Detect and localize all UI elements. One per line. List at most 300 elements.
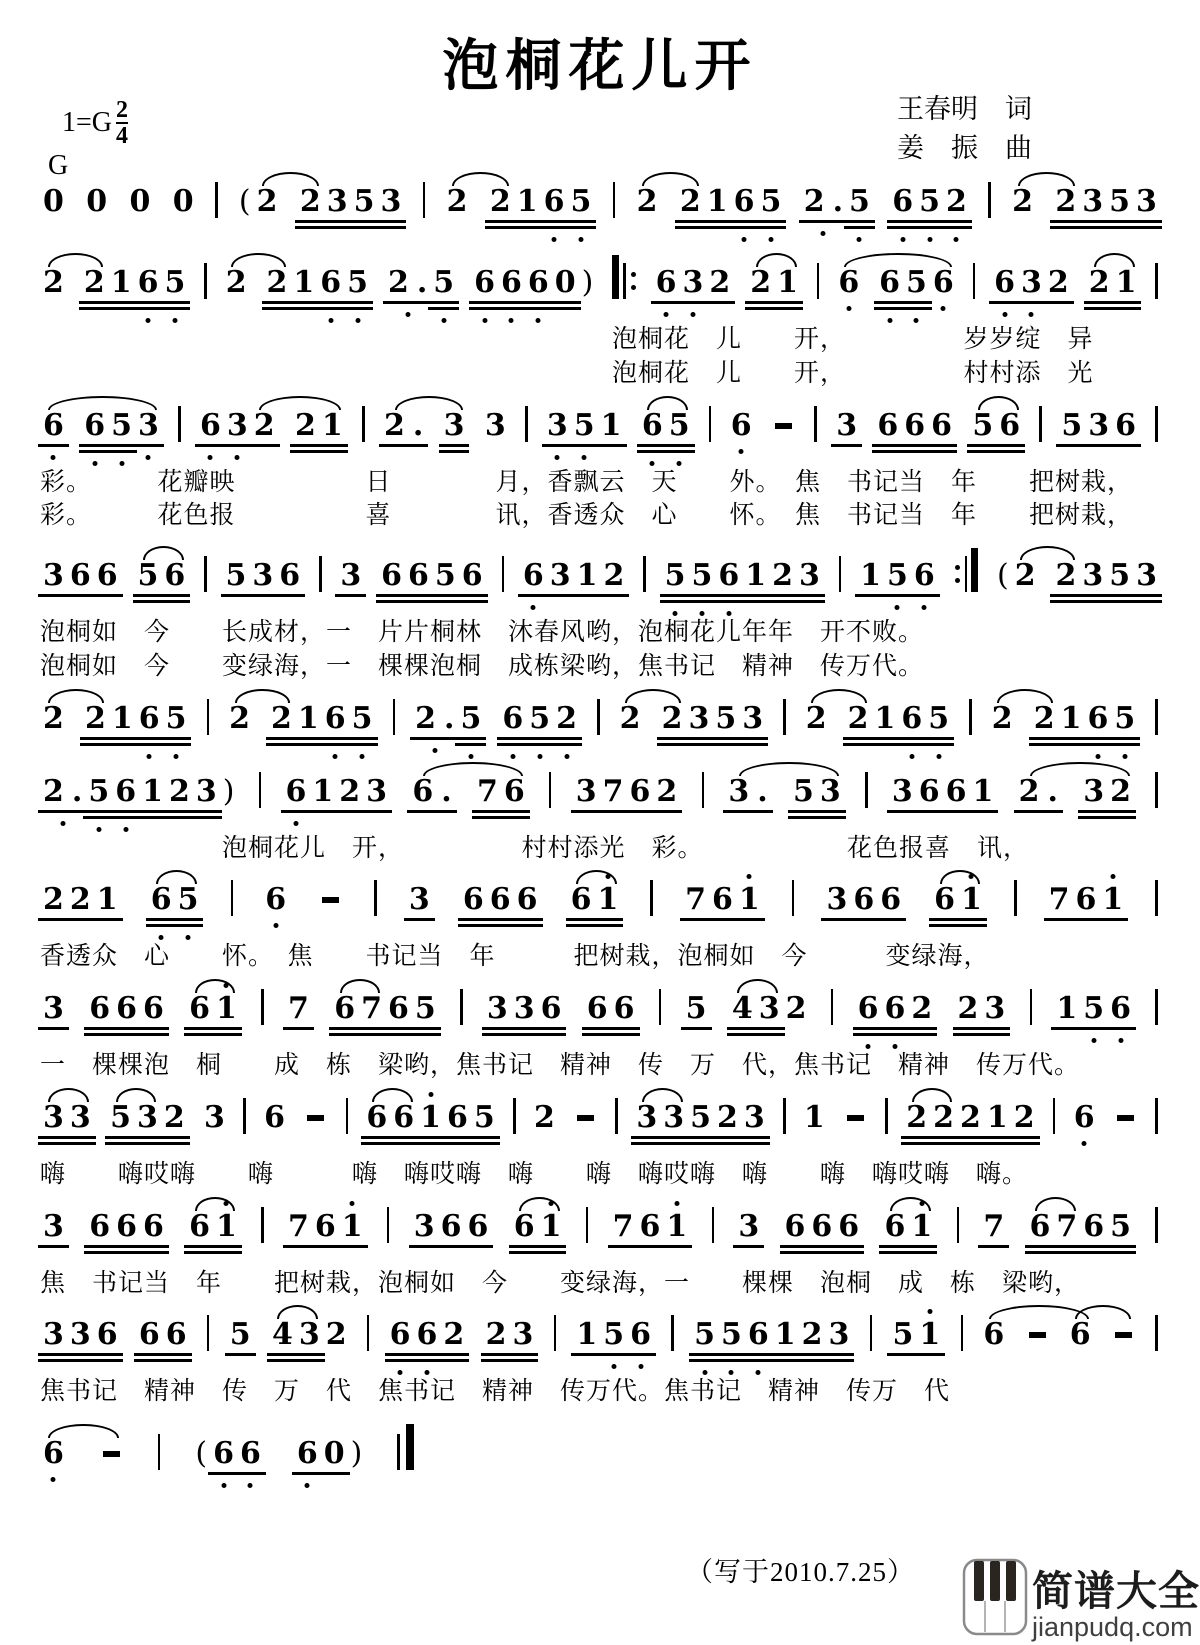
augmentation-dot: . [441,773,452,809]
note-group [201,1101,228,1156]
note-group [1052,559,1160,614]
note-group [268,702,376,757]
note: 6 [162,559,187,592]
note-group [40,775,237,830]
note-group [1052,185,1160,240]
note: 2 [162,1101,187,1134]
note: 5 [1059,409,1084,442]
note: 3 [890,775,915,808]
note-group [889,775,997,830]
barline [204,556,207,592]
note: 3 [1134,185,1159,218]
note-group [691,1318,852,1373]
notes-line [40,548,1160,614]
low-octave-dot [305,1483,310,1488]
note: 2 [265,266,290,299]
note-group [803,702,830,757]
notes-line [40,1424,1160,1492]
note-group [40,1318,121,1373]
note: 3 [135,1101,160,1134]
note: 2 [533,1099,555,1135]
note: 6 [284,775,309,808]
low-octave-dot [273,923,278,928]
barline [207,1315,210,1351]
low-octave-dot [405,312,410,317]
note: 6 [944,775,969,808]
note-group [186,1210,240,1265]
note-group [487,185,595,240]
note: 1 [320,409,345,442]
barline [215,182,218,218]
note-group [835,266,862,321]
note: 1 [1100,883,1125,916]
note: 5 [568,185,593,218]
note: 5 [345,266,370,299]
note: 5 [228,1318,253,1351]
note: 2 [748,266,773,299]
note-dash [847,1115,864,1121]
note-group [223,559,304,614]
note: 2 [904,1101,929,1134]
note-group [236,185,281,240]
high-octave-dot [605,874,610,879]
note: 1 [539,1210,564,1243]
barline [393,699,396,735]
note-dash [103,1451,120,1457]
note: 2 [654,775,679,808]
note: 3 [68,1101,93,1134]
barline [623,263,626,299]
score-system [40,255,1160,391]
notes-line [40,989,1160,1047]
low-octave-dot [398,1370,403,1375]
note-group [782,1210,863,1265]
note-group [955,992,1009,1047]
note: 2 [167,775,192,808]
note: 6 [388,1318,413,1351]
note: 6 [856,992,881,1025]
note: 3 [378,185,403,218]
note: 2 [909,992,934,1025]
note: 1 [596,883,621,916]
low-octave-dot [159,935,164,940]
note-group [499,702,580,757]
note-group [40,185,67,240]
written-date: （写于2010.7.25） [686,1557,915,1587]
note: 1 [95,883,120,916]
score-system [40,548,1160,684]
note: 3 [364,775,389,808]
note-group [227,1318,254,1373]
note: 3 [512,992,537,1025]
note: 3 [548,559,573,592]
note: 6 [113,775,138,808]
low-octave-dot [248,1483,253,1488]
score-system [40,880,1160,974]
barline [783,699,786,735]
note: 2 . [386,266,429,299]
note: 6 [1113,409,1138,442]
low-octave-dot [941,306,946,311]
note: 1 [909,1210,934,1243]
note-group [82,702,190,757]
piano-keys-icon [962,1558,1028,1641]
note: ( [997,558,1009,593]
note: 1 [574,1318,599,1351]
note-group [40,1101,94,1156]
note-group [747,266,801,321]
note-dash [577,1115,594,1121]
note: 3 [325,185,350,218]
note-group [40,1437,67,1492]
note-group [483,1318,537,1373]
note: 6 [114,1210,139,1243]
note-group [989,702,1016,757]
barline [831,989,834,1025]
low-octave-dot [328,318,333,323]
low-octave-dot [96,827,101,832]
note-dash [775,423,792,429]
note: 6 [391,1101,416,1134]
barline [586,1207,589,1243]
final-barline [395,1424,416,1492]
note: 6 [187,1210,212,1243]
note: 6 [137,1318,162,1351]
note: 1 [214,992,239,1025]
low-octave-dot [509,318,514,323]
note: 6 [460,559,485,592]
low-octave-dot [51,455,56,460]
barline [709,406,712,442]
note: 2 [800,1318,825,1351]
high-octave-dot [919,1201,924,1206]
note-group [441,409,468,464]
low-octave-dot [611,1364,616,1369]
high-octave-dot [969,874,974,879]
time-signature [116,98,128,148]
note: 6 [141,1210,166,1243]
note: 6 [1108,992,1133,1025]
note: 6 [809,1210,834,1243]
note: 1 [214,1210,239,1243]
note-group [511,1210,565,1265]
low-octave-dot [866,1044,871,1049]
note-group [980,1318,1007,1373]
low-octave-dot [1002,312,1007,317]
lyrics-row: 泡桐花儿 开， 村村添光 彩。 花色报喜 讯， [40,834,1030,862]
barline [261,989,264,1025]
note-group [81,409,162,464]
note: 6 [732,185,757,218]
note: 7 [1054,1210,1079,1243]
score-system [40,1315,1160,1409]
note-group [1046,883,1127,938]
note: 1 [291,266,316,299]
low-octave-dot [441,318,446,323]
note-group [735,1210,762,1265]
note: 5 [719,1318,744,1351]
high-octave-dot [1110,874,1115,879]
note: 6 [746,1318,771,1351]
augmentation-dot: . [71,773,83,809]
note: 6 [710,883,735,916]
note-group [262,883,289,938]
note-group [610,1210,691,1265]
note: 1 [418,1101,443,1134]
barline [792,880,795,916]
lyrics-row: 泡桐花 儿 开， 岁岁绽 异 [40,326,1094,353]
note-group [903,1101,1037,1156]
note-group [889,185,970,240]
note: 2 [805,700,827,736]
note: 5 [431,266,456,299]
note: 6 [890,185,915,218]
note: 6 [95,1318,120,1351]
note-group [337,559,364,614]
note: 3 . [726,775,769,808]
low-octave-dot [664,312,669,317]
note: 5 [970,409,995,442]
note: 6 [415,1318,440,1351]
note: 6 [932,883,957,916]
low-octave-dot [887,318,892,323]
score-system [40,182,1160,240]
note: 6 [439,1210,464,1243]
low-octave-dot [578,237,583,242]
note: 2 [41,883,66,916]
barline [613,182,616,218]
note: 3 [412,1210,437,1243]
note-group [378,559,486,614]
low-octave-dot [146,455,151,460]
note: 2 [619,700,641,736]
low-octave-dot [821,231,826,236]
lyrics-row: 泡桐花 儿 开， 村村添 光 [40,359,1094,387]
barline [243,1098,246,1134]
note-group [40,883,121,938]
note: 2 [225,265,247,300]
barline [961,1315,964,1351]
note: 5 [904,266,929,299]
header [40,14,1160,182]
note: 1 [310,775,335,808]
note-group [833,409,860,464]
notes-line [40,880,1160,938]
note-group [855,992,936,1047]
low-octave-dot [1091,1038,1096,1043]
note: 5 [601,1318,626,1351]
note-group [285,1210,366,1265]
note: 2 [554,702,579,735]
note: 4 [270,1318,295,1351]
note: 6 [875,409,900,442]
note-group [186,992,240,1047]
note-group [294,1437,365,1492]
note: 0 [172,184,194,219]
note-group [40,409,67,464]
note: 6 [211,1437,236,1470]
note-group [1016,775,1061,830]
note-group [969,409,1023,464]
barline [525,406,528,442]
note: 6 [512,1210,537,1243]
note: 2 [1014,558,1036,593]
low-octave-dot [555,455,560,460]
note: 2 [944,185,969,218]
note-group [285,992,312,1047]
note: 6 [1028,1210,1053,1243]
note: 2 [337,775,362,808]
note: 6 [836,266,861,299]
time-numerator: 2 [116,97,129,123]
barline [319,556,322,592]
note: 7 [683,883,708,916]
barline [423,182,426,218]
barline [1155,772,1158,808]
note-group [790,775,844,830]
note: 2 [678,185,703,218]
note: 6 [164,1318,189,1351]
barline [1014,880,1017,916]
low-octave-dot [174,754,179,759]
note-group [573,775,681,830]
note-group [544,409,625,464]
note: 6 [332,992,357,1025]
note: 6 [902,409,927,442]
note: 6 [585,992,610,1025]
note-group [931,883,985,938]
high-octave-dot [927,1309,932,1314]
note-group [136,1318,190,1373]
note: 3 [661,1101,686,1134]
note: 6 [542,185,567,218]
low-octave-dot [857,237,862,242]
note-group [1027,1210,1135,1265]
barline [362,406,365,442]
note: 2 . [802,185,845,218]
note: 3 [442,409,467,442]
note: 3 [484,407,506,443]
note-group [845,702,953,757]
low-octave-dot [650,461,655,466]
note: 5 [176,883,201,916]
barline [1155,699,1158,735]
barline [1155,406,1158,442]
note: 5 [108,1101,133,1134]
note: 5 [847,185,872,218]
note: 6 [612,992,637,1025]
song-title: 泡桐花儿开 [442,36,758,98]
note: 2 [636,184,658,219]
watermark-logo [962,1558,1200,1641]
note: ) [350,1436,363,1471]
note-group [86,992,167,1047]
low-octave-dot [123,827,128,832]
note: 6 [521,559,546,592]
barline [643,556,646,592]
low-octave-dot [51,1477,56,1482]
note: 2 [770,559,795,592]
note-group [725,775,770,830]
repeat-start [610,255,639,321]
note: 7 [286,1210,311,1243]
note: 1 [803,1099,825,1135]
note: 1 [1059,702,1084,735]
note: 6 [851,883,876,916]
barline [346,1098,349,1134]
note: 2 [958,1101,983,1134]
low-octave-dot [582,455,587,460]
note: 3 [1080,185,1105,218]
note: 6 [654,266,679,299]
note: 6 [323,702,348,735]
low-octave-dot [221,1483,226,1488]
note: 2 [293,409,318,442]
notes-line [40,1207,1160,1265]
key-label: 1=G [62,107,113,138]
note: 5 [758,185,783,218]
note-group [857,559,938,614]
note-group [1086,266,1140,321]
key-time-signature [62,98,128,148]
note: 1 [296,702,321,735]
low-octave-dot [909,754,914,759]
low-octave-dot [146,318,151,323]
note-group [471,266,596,321]
note: 3 [634,1101,659,1134]
note: 3 [681,266,706,299]
barline [957,1207,960,1243]
note: 5 [162,266,187,299]
note: 2 [1012,1101,1037,1134]
note: 2 [325,1317,347,1353]
note: 3 [510,1318,535,1351]
note: 5 [1108,1210,1133,1243]
note: 6 [379,559,404,592]
lyrics-row: 一 棵棵泡 桐 成 栋 梁哟，焦书记 精神 传 万 代，焦书记 精神 传万代。 [40,1052,1081,1079]
note-group [135,559,189,614]
note: ) [222,773,235,809]
note: 3 [574,775,599,808]
high-octave-dot [428,1092,433,1097]
note: 5 [572,409,597,442]
note: 3 [740,702,765,735]
note-group [107,1101,188,1156]
note: 2 [252,409,277,442]
note: 1 [705,185,730,218]
low-octave-dot [482,318,487,323]
note: 6 [263,883,288,916]
note-group [617,702,644,757]
watermark-site-name: 简谱大全 [1032,1568,1200,1614]
note-group [683,992,710,1047]
augmentation-dot: . [412,407,424,443]
note-group [584,992,638,1047]
note: 6 [515,883,540,916]
low-octave-dot [60,821,65,826]
note: 6 [95,559,120,592]
note-group [460,883,541,938]
note: 1 [599,409,624,442]
barline [615,1098,618,1134]
note-group [729,992,810,1047]
note: 1 [858,559,883,592]
note: 2 [956,992,981,1025]
lyrics-row: 香透众 心 怀。 焦 书记当 年 把树栽，泡桐如 今 变绿海， [40,943,990,971]
notes-line [40,182,1160,240]
low-octave-dot [147,754,152,759]
note-group [223,266,250,321]
